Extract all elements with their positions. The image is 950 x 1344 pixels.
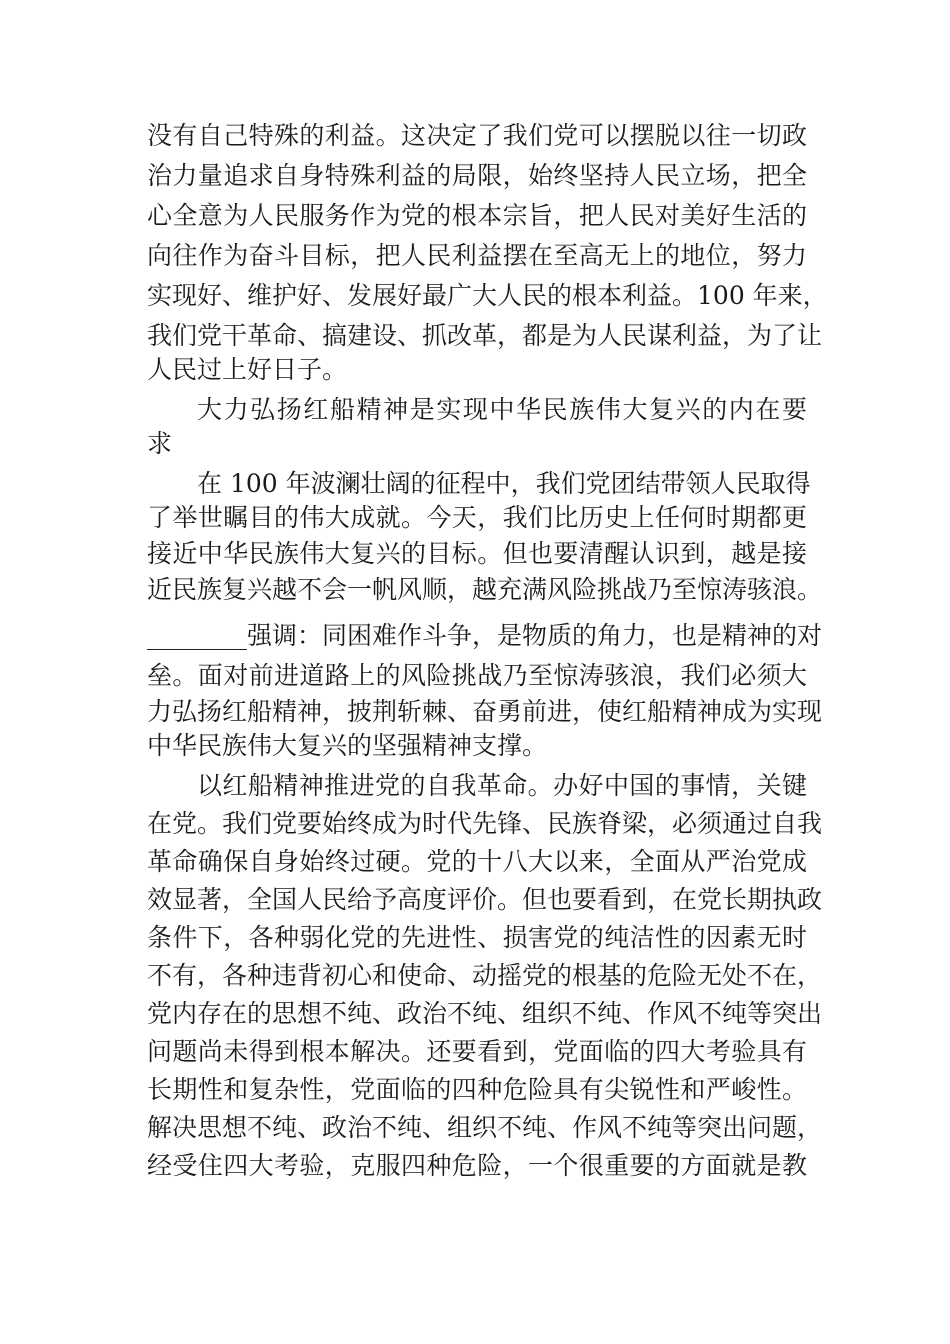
text-line: 没有自己特殊的利益。这决定了我们党可以摆脱以往一切政 <box>147 121 807 150</box>
text-line: 了举世瞩目的伟大成就。今天，我们比历史上任何时期都更 <box>147 503 807 532</box>
text-line: 不有，各种违背初心和使命、动摇党的根基的危险无处不在， <box>147 961 823 990</box>
text-line: 心全意为人民服务作为党的根本宗旨，把人民对美好生活的 <box>147 201 807 230</box>
text-line: 人民过上好日子。 <box>147 355 348 384</box>
text-line: 革命确保自身始终过硬。党的十八大以来，全面从严治党成 <box>147 847 807 876</box>
text-line: 党内存在的思想不纯、政治不纯、组织不纯、作风不纯等突出 <box>147 999 823 1028</box>
text-line: 经受住四大考验，克服四种危险，一个很重要的方面就是教 <box>147 1151 807 1180</box>
section-heading-continued: 求 <box>147 429 173 458</box>
text-line: 问题尚未得到根本解决。还要看到，党面临的四大考验具有 <box>147 1037 807 1066</box>
section-heading: 大力弘扬红船精神是实现中华民族伟大复兴的内在要 <box>197 395 807 424</box>
text-line: 在 100 年波澜壮阔的征程中，我们党团结带领人民取得 <box>197 469 811 498</box>
text-line: 向往作为奋斗目标，把人民利益摆在至高无上的地位，努力 <box>147 241 807 270</box>
text-line: 解决思想不纯、政治不纯、组织不纯、作风不纯等突出问题， <box>147 1113 823 1142</box>
text-line: 条件下，各种弱化党的先进性、损害党的纯洁性的因素无时 <box>147 923 807 952</box>
text-line: 垒。面对前进道路上的风险挑战乃至惊涛骇浪，我们必须大 <box>147 661 807 690</box>
text-line: 实现好、维护好、发展好最广大人民的根本利益。100 年来， <box>147 281 828 310</box>
text-line: 我们党干革命、搞建设、抓改革，都是为人民谋利益，为了让 <box>147 321 823 350</box>
text-line: 中华民族伟大复兴的坚强精神支撑。 <box>147 731 548 760</box>
paragraph-start: 以红船精神推进党的自我革命。办好中国的事情，关键 <box>197 771 807 800</box>
text-line: 治力量追求自身特殊利益的局限，始终坚持人民立场，把全 <box>147 161 807 190</box>
text-line: 效显著，全国人民给予高度评价。但也要看到，在党长期执政 <box>147 885 823 914</box>
text-line: 在党。我们党要始终成为时代先锋、民族脊梁，必须通过自我 <box>147 809 823 838</box>
text-line: 接近中华民族伟大复兴的目标。但也要清醒认识到，越是接 <box>147 539 807 568</box>
text-line: ________强调：同困难作斗争，是物质的角力，也是精神的对 <box>147 621 823 650</box>
text-line: 长期性和复杂性，党面临的四种危险具有尖锐性和严峻性。 <box>147 1075 807 1104</box>
text-line: 近民族复兴越不会一帆风顺，越充满风险挑战乃至惊涛骇浪。 <box>147 575 823 604</box>
text-line: 力弘扬红船精神，披荆斩棘、奋勇前进，使红船精神成为实现 <box>147 697 823 726</box>
